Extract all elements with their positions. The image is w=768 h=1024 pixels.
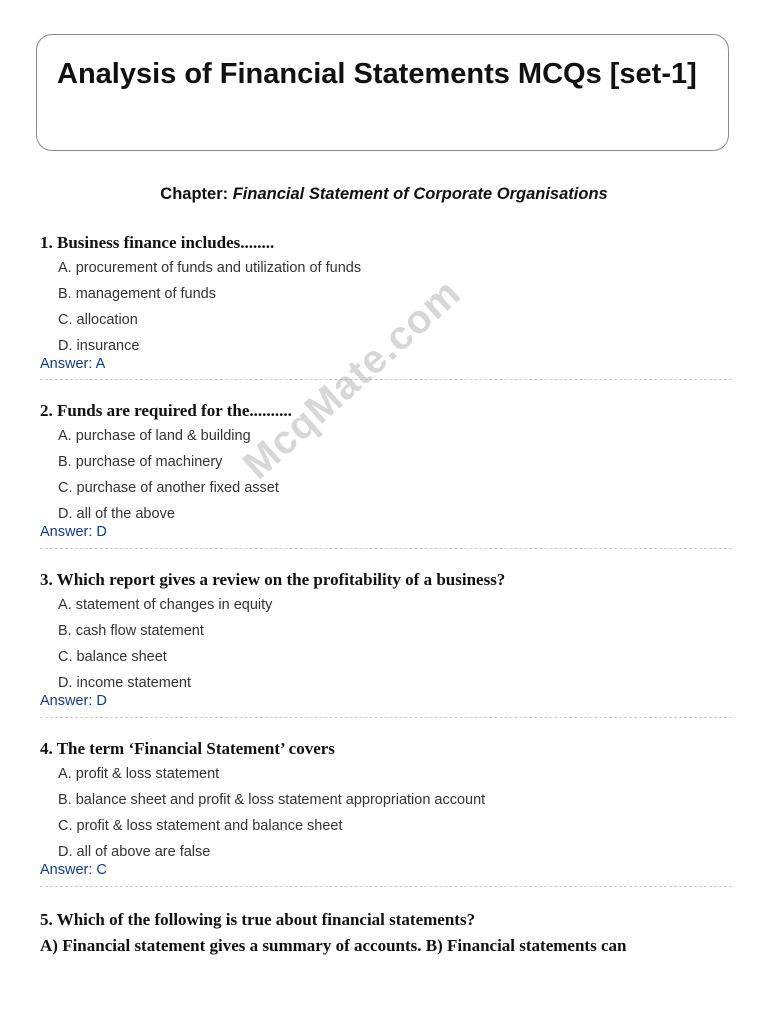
chapter-heading bbox=[0, 185, 768, 204]
option-d: D. all of above are false bbox=[58, 844, 211, 860]
question-text: 4. The term ‘Financial Statement’ covers bbox=[40, 739, 335, 758]
option-d: D. insurance bbox=[58, 338, 140, 354]
page-title: Analysis of Financial Statements MCQs [set-1] bbox=[57, 58, 697, 90]
option-d: D. all of the above bbox=[58, 506, 175, 522]
answer-text: Answer: D bbox=[40, 524, 107, 540]
question-block bbox=[40, 907, 740, 959]
answer-text: Answer: C bbox=[40, 862, 107, 878]
question-text: 1. Business finance includes........ bbox=[40, 233, 275, 252]
answer-text: Answer: D bbox=[40, 693, 107, 709]
question-divider bbox=[40, 717, 732, 718]
chapter-label: Chapter: bbox=[160, 185, 229, 203]
question-block bbox=[40, 400, 732, 541]
question-text: 5. Which of the following is true about financial statements? bbox=[40, 910, 476, 929]
option-a: A. purchase of land & building bbox=[58, 428, 251, 444]
question-divider bbox=[40, 379, 732, 380]
option-c: C. profit & loss statement and balance sheet bbox=[58, 818, 343, 834]
option-a: A. procurement of funds and utilization of funds bbox=[58, 260, 362, 276]
watermark: McqMate.com bbox=[235, 270, 470, 488]
question-text: 3. Which report gives a review on the profitability of a business? bbox=[40, 570, 506, 589]
option-a: A. profit & loss statement bbox=[58, 766, 220, 782]
option-a: A. statement of changes in equity bbox=[58, 597, 273, 613]
option-d: D. income statement bbox=[58, 675, 191, 691]
option-b: B. cash flow statement bbox=[58, 623, 204, 639]
option-c: C. balance sheet bbox=[58, 649, 167, 665]
option-b: B. balance sheet and profit & loss statement appropriation account bbox=[58, 792, 486, 808]
answer-text: Answer: A bbox=[40, 356, 106, 372]
question-block bbox=[40, 232, 732, 373]
option-b: B. management of funds bbox=[58, 286, 216, 302]
title-box bbox=[36, 34, 729, 151]
question-text-continued: A) Financial statement gives a summary of accounts. B) Financial statements can bbox=[40, 936, 627, 955]
question-text: 2. Funds are required for the.......... bbox=[40, 401, 292, 420]
question-divider bbox=[40, 886, 732, 887]
question-divider bbox=[40, 548, 732, 549]
option-c: C. allocation bbox=[58, 312, 138, 328]
question-block bbox=[40, 569, 732, 710]
question-block bbox=[40, 738, 732, 879]
option-c: C. purchase of another fixed asset bbox=[58, 480, 279, 496]
chapter-name: Financial Statement of Corporate Organisations bbox=[232, 185, 608, 203]
option-b: B. purchase of machinery bbox=[58, 454, 223, 470]
